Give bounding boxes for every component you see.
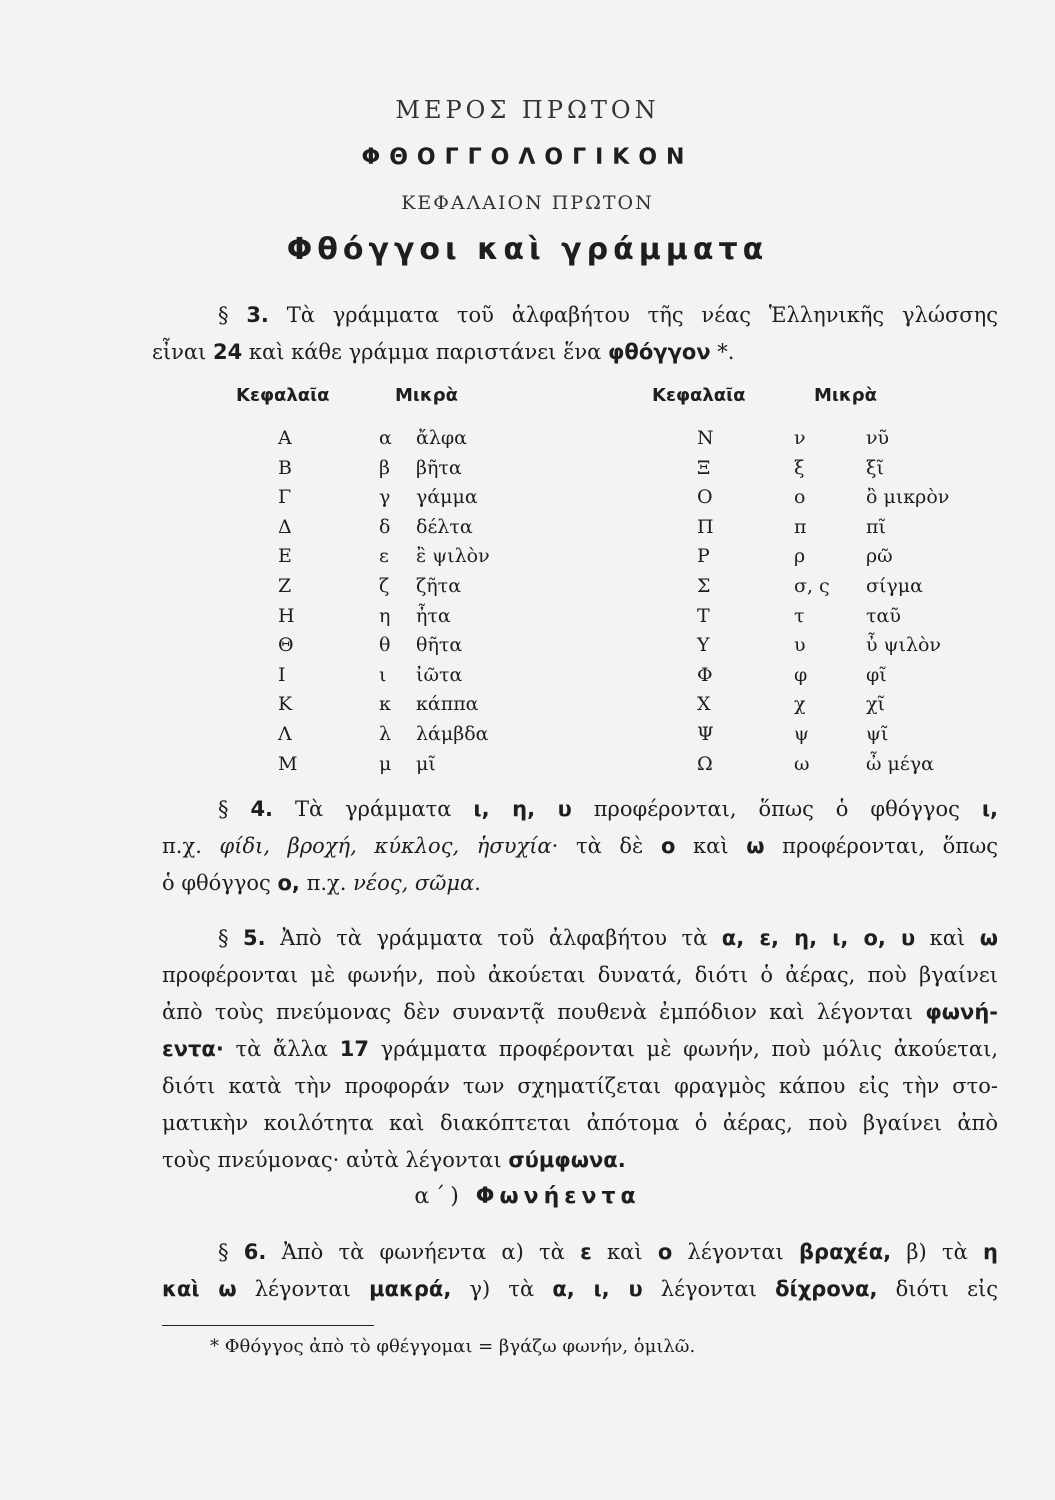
p4-line-3: [162, 865, 998, 902]
right-letter-name: ρῶ: [866, 545, 893, 568]
left-capital-letter: Δ: [278, 515, 292, 538]
right-letter-name: ταῦ: [866, 604, 901, 627]
chapter-heading: ΚΕΦΑΛΑΙΟΝ ΠΡΩΤΟΝ: [401, 192, 654, 214]
examples: φίδι, βροχή, κύκλος, ἡσυχία·: [219, 834, 559, 858]
p4-line-1: [162, 791, 998, 828]
text: λέγονται: [236, 1277, 370, 1301]
left-capital-letter: Ι: [278, 663, 286, 686]
term: φθόγγον: [608, 340, 711, 364]
right-letter-name: ξῖ: [866, 456, 884, 479]
examples: νέος, σῶμα.: [353, 871, 481, 895]
text: §: [218, 926, 243, 950]
p3-line-1: [162, 297, 998, 334]
left-letter-name: δέλτα: [416, 515, 473, 538]
left-small-letter: δ: [379, 515, 391, 538]
term: σύμφωνα.: [508, 1148, 626, 1172]
right-letter-name: φῖ: [866, 663, 887, 686]
footnote-divider: [162, 1325, 374, 1326]
letters: α, ι, υ: [552, 1277, 643, 1301]
term: βραχέα,: [799, 1240, 892, 1264]
paragraph-6: [162, 1234, 998, 1308]
section-number: 6.: [243, 1240, 267, 1264]
left-small-letter: γ: [379, 486, 391, 509]
left-small-letter: λ: [379, 723, 392, 745]
right-letter-name: ὂ μικρὸν: [866, 486, 950, 509]
term: δίχρονα,: [775, 1277, 878, 1301]
left-capital-letter: Α: [278, 427, 292, 449]
left-letter-name: κάππα: [416, 693, 479, 716]
section-number: 4.: [250, 797, 274, 821]
right-capitals-header: Κεφαλαῖα: [652, 385, 746, 406]
left-capital-letter: Β: [278, 456, 292, 479]
left-capitals-header: Κεφαλαῖα: [236, 385, 330, 406]
right-capital-letter: Ν: [697, 427, 714, 449]
subheading-vowels: [0, 1184, 1055, 1209]
left-letter-name: γάμμα: [416, 486, 478, 509]
term: εντα·: [162, 1037, 224, 1061]
right-small-header: Μικρὰ: [814, 385, 877, 406]
left-capital-letter: Κ: [278, 693, 293, 716]
text: β) τὰ: [891, 1240, 984, 1264]
left-letter-name: ἒ ψιλὸν: [416, 545, 490, 568]
letter: ο: [657, 1240, 673, 1264]
right-small-letter: ο: [794, 486, 806, 509]
text: καὶ κάθε γράμμα παριστάνει ἕνα: [242, 340, 608, 364]
text: *.: [710, 340, 735, 364]
text: λέγονται: [642, 1277, 776, 1301]
text: λέγονται: [672, 1240, 799, 1264]
subheading-prefix: α΄): [414, 1184, 464, 1209]
letter: καὶ ω: [162, 1277, 237, 1301]
left-letter-name: ἦτα: [416, 604, 451, 627]
left-capital-letter: Γ: [278, 486, 292, 509]
subheading-label: Φωνήεντα: [475, 1184, 641, 1209]
p5-line-4: [162, 1031, 998, 1068]
right-capital-letter: Ψ: [697, 723, 714, 745]
letter: ε: [580, 1240, 592, 1264]
page-title: Φθόγγοι καὶ γράμματα: [286, 232, 769, 267]
text: §: [218, 303, 247, 327]
right-capital-letter: Π: [697, 515, 714, 538]
footnote: * Φθόγγος ἀπὸ τὸ φθέγγομαι = βγάζω φωνήν, ὁμιλῶ.: [210, 1336, 696, 1357]
right-small-letter: ψ: [794, 723, 809, 745]
text: τὰ ἄλλα: [223, 1037, 340, 1061]
text: γ) τὰ: [451, 1277, 553, 1301]
letter: η: [983, 1240, 998, 1264]
left-small-letter: η: [379, 604, 391, 627]
letter: ο,: [277, 871, 300, 895]
left-small-letter: κ: [379, 693, 391, 716]
right-small-letter: χ: [794, 693, 806, 716]
right-small-letter: ρ: [794, 545, 806, 568]
left-letter-name: ζῆτα: [416, 575, 462, 597]
text: §: [218, 1240, 244, 1264]
text: διότι εἰς: [877, 1277, 998, 1301]
text: καὶ: [591, 1240, 658, 1264]
p3-line-2: [152, 334, 998, 371]
text: Τὰ γράμματα: [273, 797, 474, 821]
left-small-letter: α: [379, 427, 392, 449]
right-small-letter: υ: [794, 634, 806, 657]
right-capital-letter: Ω: [697, 752, 713, 775]
left-letter-name: ἰῶτα: [416, 663, 463, 686]
right-capital-letter: Υ: [697, 634, 710, 657]
right-capital-letter: Σ: [697, 575, 711, 597]
left-capital-letter: Ζ: [278, 575, 292, 597]
text: εἶναι: [152, 340, 213, 364]
paragraph-3: [152, 297, 998, 371]
text: ἀπὸ τοὺς πνεύμονας δὲν συναντᾷ πουθενὰ ἐμπόδιον καὶ λέγονται: [162, 1000, 926, 1024]
text: Ἀπὸ τὰ γράμματα τοῦ ἀλφαβήτου τὰ: [265, 926, 722, 950]
right-letter-name: ψῖ: [866, 723, 889, 745]
right-small-letter: φ: [794, 663, 808, 686]
left-small-letter: ε: [379, 545, 389, 568]
right-capital-letter: Χ: [697, 693, 711, 716]
left-capital-letter: Λ: [278, 723, 292, 745]
p5-line-5: διότι κατὰ τὴν προφοράν των σχηματίζεται φραγμὸς κάπου εἰς τὴν στο-: [162, 1074, 998, 1098]
p4-line-2: [162, 828, 998, 865]
left-small-letter: μ: [379, 752, 392, 775]
text: π.χ.: [162, 834, 220, 858]
term: μακρά,: [369, 1277, 452, 1301]
letter: ο: [660, 834, 676, 858]
text: τοὺς πνεύμονας· αὐτὰ λέγονται: [162, 1148, 509, 1172]
paragraph-4: [162, 791, 998, 902]
left-letter-name: ἄλφα: [416, 427, 468, 449]
left-capital-letter: Θ: [278, 634, 294, 657]
left-letter-name: θῆτα: [416, 634, 463, 657]
right-capital-letter: Ρ: [697, 545, 710, 568]
right-capital-letter: Τ: [697, 604, 710, 627]
right-small-letter: τ: [794, 604, 805, 627]
left-small-letter: β: [379, 456, 390, 479]
right-letter-name: σίγμα: [866, 575, 923, 597]
right-small-letter: ν: [794, 427, 806, 449]
left-capital-letter: Μ: [278, 752, 298, 775]
text: π.χ.: [299, 871, 354, 895]
letter: ω: [746, 834, 765, 858]
left-small-letter: θ: [379, 634, 391, 657]
p6-line-2: [162, 1271, 998, 1308]
text: προφέρονται, ὅπως ὁ φθόγγος: [571, 797, 982, 821]
section-number: 5.: [243, 926, 266, 950]
number: 24: [212, 340, 243, 364]
left-letter-name: λάμβδα: [416, 723, 489, 745]
right-letter-name: χῖ: [866, 693, 885, 716]
text: γράμματα προφέρονται μὲ φωνήν, ποὺ μόλις ἀκούεται,: [368, 1037, 998, 1061]
right-small-letter: ω: [794, 752, 810, 775]
left-letter-name: μῖ: [416, 752, 436, 775]
letter: ι,: [981, 797, 998, 821]
part-heading: ΜΕΡΟΣ ΠΡΩΤΟΝ: [395, 96, 660, 124]
left-small-header: Μικρὰ: [395, 385, 458, 406]
left-letter-name: βῆτα: [416, 456, 462, 479]
right-small-letter: σ, ς: [794, 575, 830, 597]
right-letter-name: πῖ: [866, 515, 886, 538]
text: §: [218, 797, 251, 821]
right-letter-name: ὦ μέγα: [866, 752, 934, 775]
text: καὶ: [675, 834, 747, 858]
right-letter-name: νῦ: [866, 427, 890, 449]
right-small-letter: ξ: [794, 456, 805, 479]
left-small-letter: ι: [379, 663, 387, 686]
right-capital-letter: Φ: [697, 663, 713, 686]
p6-line-1: [162, 1234, 998, 1271]
section-number: 3.: [246, 303, 269, 327]
paragraph-5: [162, 920, 998, 1179]
number: 17: [339, 1037, 369, 1061]
text: προφέρονται, ὅπως: [764, 834, 998, 858]
left-capital-letter: Η: [278, 604, 295, 627]
p5-line-1: [162, 920, 998, 957]
right-small-letter: π: [794, 515, 807, 538]
letters: ι, η, υ: [473, 797, 572, 821]
letter: ω: [979, 926, 998, 950]
left-capital-letter: Ε: [278, 545, 292, 568]
letters: α, ε, η, ι, ο, υ: [721, 926, 916, 950]
left-small-letter: ζ: [379, 575, 390, 597]
p5-line-2: προφέρονται μὲ φωνήν, ποὺ ἀκούεται δυνατά, διότι ὁ ἀέρας, ποὺ βγαίνει: [162, 963, 998, 987]
p5-line-6: ματικὴν κοιλότητα καὶ διακόπτεται ἀπότομα ὁ ἀέρας, ποὺ βγαίνει ἀπὸ: [162, 1111, 998, 1135]
text: καὶ: [915, 926, 980, 950]
right-capital-letter: Ο: [697, 486, 713, 509]
right-capital-letter: Ξ: [697, 456, 711, 479]
text: Τὰ γράμματα τοῦ ἀλφαβήτου τῆς νέας Ἑλληνικῆς γλώσσης: [268, 303, 998, 327]
right-letter-name: ὖ ψιλὸν: [866, 634, 941, 657]
term: φωνή-: [925, 1000, 998, 1024]
text: τὰ δὲ: [558, 834, 661, 858]
text: Ἀπὸ τὰ φωνήεντα α) τὰ: [266, 1240, 581, 1264]
p5-line-7: [162, 1142, 998, 1179]
p5-line-3: [162, 994, 998, 1031]
text: ὁ φθόγγος: [162, 871, 278, 895]
section-heading: ΦΘΟΓΓΟΛΟΓΙΚΟΝ: [361, 145, 694, 170]
